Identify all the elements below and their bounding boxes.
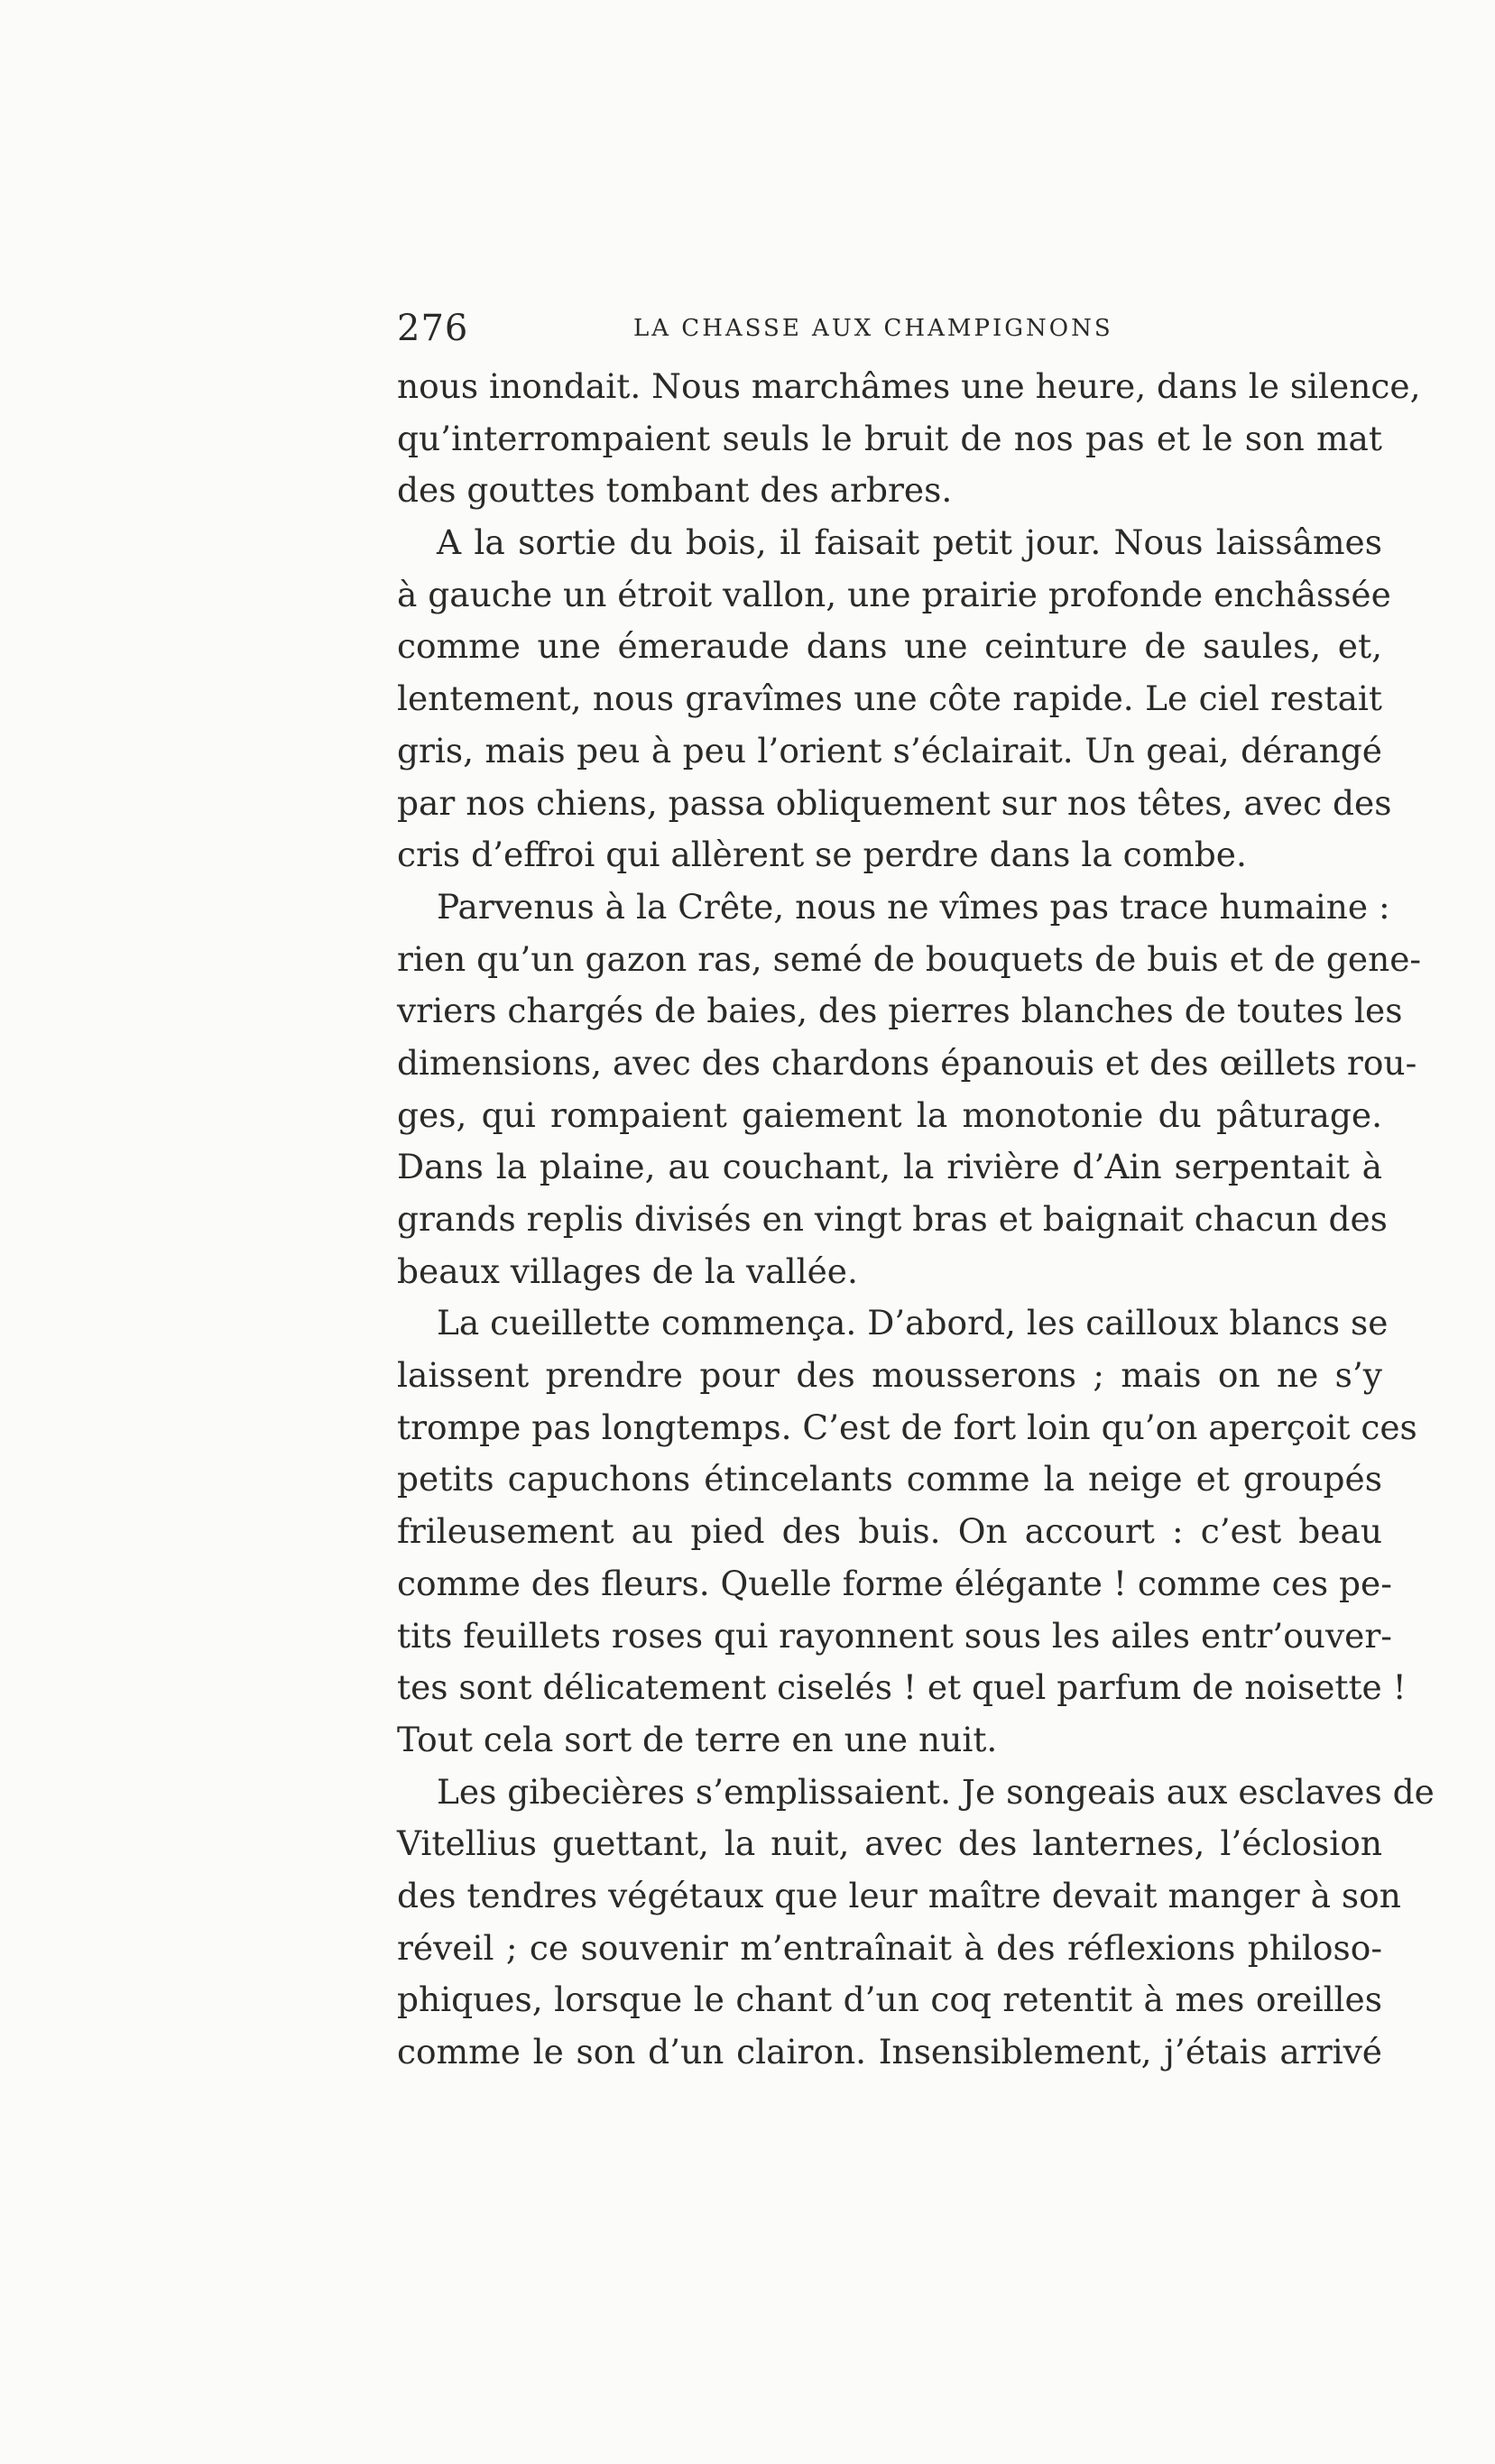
text-line: vriers chargés de baies, des pierres blanches de toutes les [397,991,1403,1031]
text-line: phiques, lorsque le chant d’un coq retentit à mes oreilles [397,1980,1382,2020]
text-line: ges, qui rompaient gaiement la monotonie du pâturage. [397,1094,1382,1135]
text-line: frileusement au pied des buis. On accourt : c’est beau [397,1511,1382,1552]
running-title: LA CHASSE AUX CHAMPIGNONS [633,315,1113,342]
text-line: laissent prendre pour des mousserons ; mais on ne s’y [397,1355,1382,1396]
text-line: cris d’effroi qui allèrent se perdre dans la combe. [397,835,1247,875]
text-line: A la sortie du bois, il faisait petit jour. Nous laissâmes [437,522,1382,563]
text-line: comme des fleurs. Quelle forme élégante ! comme ces pe- [397,1563,1392,1603]
text-line: grands replis divisés en vingt bras et baignait chacun des [397,1199,1388,1239]
text-line: à gauche un étroit vallon, une prairie profonde enchâssée [397,574,1391,614]
text-line: réveil ; ce souvenir m’entraînait à des réflexions philoso- [397,1927,1382,1968]
text-line: des gouttes tombant des arbres. [397,470,953,511]
text-line: La cueillette commença. D’abord, les cailloux blancs se [437,1303,1389,1343]
text-line: Les gibecières s’emplissaient. Je songeais aux esclaves de [437,1771,1435,1812]
text-line: trompe pas longtemps. C’est de fort loin qu’on aperçoit ces [397,1407,1417,1447]
text-line: Parvenus à la Crête, nous ne vîmes pas trace humaine : [437,886,1390,927]
text-line: beaux villages de la vallée. [397,1250,858,1291]
text-line: tes sont délicatement ciselés ! et quel parfum de noisette ! [397,1667,1407,1708]
running-head [397,305,1382,352]
text-line: lentement, nous gravîmes une côte rapide. Le ciel restait [397,678,1382,719]
page-number: 276 [397,308,469,349]
text-line: tits feuillets roses qui rayonnent sous les ailes entr’ouver- [397,1615,1392,1656]
text-line: des tendres végétaux que leur maître devait manger à son [397,1875,1401,1915]
text-line: dimensions, avec des chardons épanouis et des œillets rou- [397,1042,1417,1083]
text-line: Dans la plaine, au couchant, la rivière d’Ain serpentait à [397,1147,1382,1187]
body-text [397,361,1435,2079]
text-line: gris, mais peu à peu l’orient s’éclairait. Un geai, dérangé [397,730,1382,771]
text-line: par nos chiens, passa obliquement sur nos têtes, avec des [397,782,1392,823]
text-line: Tout cela sort de terre en une nuit. [397,1719,998,1759]
text-line: qu’interrompaient seuls le bruit de nos pas et le son mat [397,418,1382,458]
text-line: comme le son d’un clairon. Insensiblement, j’étais arrivé [397,2032,1382,2072]
text-line: nous inondait. Nous marchâmes une heure, dans le silence, [397,366,1421,406]
text-line: Vitellius guettant, la nuit, avec des lanternes, l’éclosion [397,1823,1382,1864]
text-line: rien qu’un gazon ras, semé de bouquets de buis et de gene- [397,938,1422,979]
text-line: petits capuchons étincelants comme la neige et groupés [397,1459,1382,1500]
text-line: comme une émeraude dans une ceinture de saules, et, [397,626,1382,667]
